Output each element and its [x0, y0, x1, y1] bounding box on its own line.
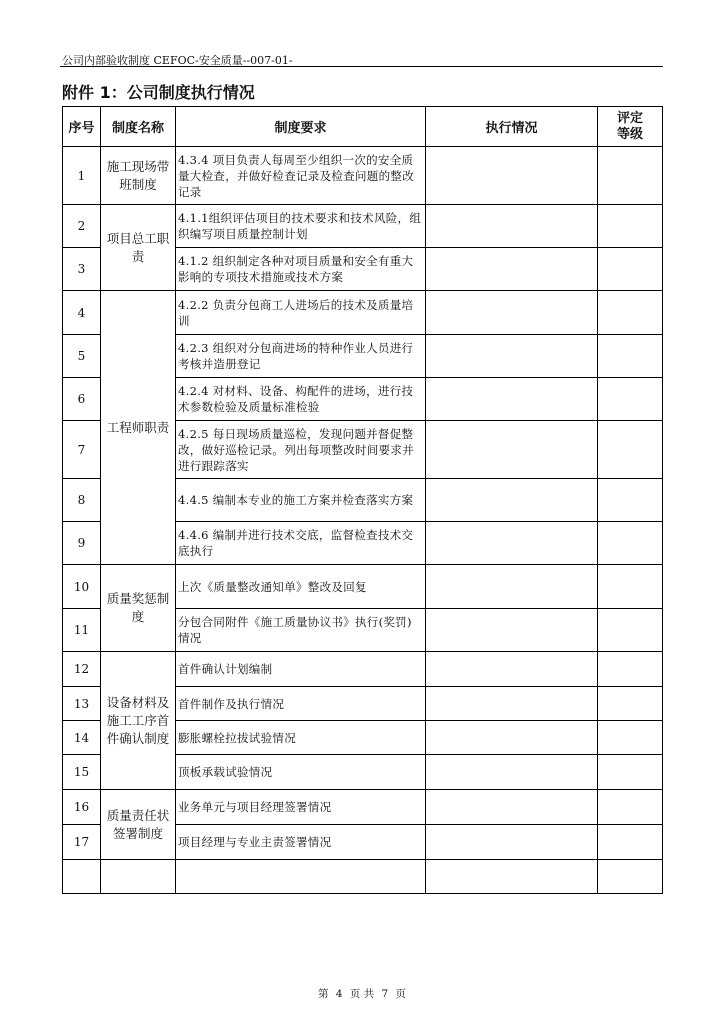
grade-cell[interactable] [598, 687, 663, 721]
requirement-cell: 顶板承载试验情况 [176, 755, 426, 790]
execution-cell[interactable] [426, 609, 598, 652]
grade-cell[interactable] [598, 609, 663, 652]
execution-cell[interactable] [426, 825, 598, 860]
requirement-cell: 4.2.3 组织对分包商进场的特种作业人员进行考核并造册登记 [176, 335, 426, 378]
requirement-cell [176, 860, 426, 894]
row-number: 12 [63, 652, 101, 687]
category-cell [101, 860, 176, 894]
row-number: 2 [63, 205, 101, 248]
grade-header-line-2: 等级 [616, 126, 643, 142]
requirement-cell: 4.4.5 编制本专业的施工方案并检查落实方案 [176, 479, 426, 522]
category-cell: 工程师职责 [101, 291, 176, 565]
table-header-row [63, 107, 663, 147]
requirement-cell: 膨胀螺栓拉拔试验情况 [176, 721, 426, 755]
grade-cell[interactable] [598, 721, 663, 755]
row-number: 3 [63, 248, 101, 291]
grade-cell[interactable] [598, 205, 663, 248]
grade-cell[interactable] [598, 479, 663, 522]
grade-header-line-1: 评定 [616, 110, 643, 126]
row-number: 5 [63, 335, 101, 378]
table-row [63, 790, 663, 825]
row-number: 8 [63, 479, 101, 522]
attachment-heading: 附件 1：公司制度执行情况 [62, 83, 255, 102]
table-row [63, 291, 663, 335]
footer-prefix: 第 [317, 988, 329, 1000]
grade-cell[interactable] [598, 755, 663, 790]
table-row [63, 205, 663, 248]
col-requirement-header: 制度要求 [176, 107, 426, 147]
grade-cell[interactable] [598, 421, 663, 479]
category-cell: 质量奖惩制度 [101, 565, 176, 652]
total-pages: 7 [381, 988, 389, 1000]
requirement-cell: 4.3.4 项目负责人每周至少组织一次的安全质量大检查，并做好检查记录及检查问题的整改记录 [176, 147, 426, 205]
row-number: 11 [63, 609, 101, 652]
execution-cell[interactable] [426, 147, 598, 205]
regulation-table [62, 106, 663, 894]
document-code-header: 公司内部验收制度 CEFOC-安全质量--007-01- [62, 54, 293, 67]
page-number: 4 [335, 988, 343, 1000]
grade-cell[interactable] [598, 860, 663, 894]
row-number: 4 [63, 291, 101, 335]
execution-cell[interactable] [426, 421, 598, 479]
footer-suffix: 页 [395, 988, 407, 1000]
row-number: 9 [63, 522, 101, 565]
row-number: 17 [63, 825, 101, 860]
execution-cell[interactable] [426, 565, 598, 609]
requirement-cell: 4.2.5 每日现场质量巡检，发现问题并督促整改，做好巡检记录。列出每项整改时间要求并进行跟踪落实 [176, 421, 426, 479]
execution-cell[interactable] [426, 652, 598, 687]
requirement-cell: 4.1.2 组织制定各种对项目质量和安全有重大影响的专项技术措施或技术方案 [176, 248, 426, 291]
col-execution-header: 执行情况 [426, 107, 598, 147]
grade-cell[interactable] [598, 565, 663, 609]
requirement-cell: 4.2.2 负责分包商工人进场后的技术及质量培训 [176, 291, 426, 335]
col-grade-header [598, 107, 663, 147]
requirement-cell: 项目经理与专业主责签署情况 [176, 825, 426, 860]
row-number: 7 [63, 421, 101, 479]
requirement-cell: 业务单元与项目经理签署情况 [176, 790, 426, 825]
grade-cell[interactable] [598, 291, 663, 335]
execution-cell[interactable] [426, 248, 598, 291]
grade-cell[interactable] [598, 825, 663, 860]
page-footer [0, 986, 724, 1001]
footer-middle: 页 共 [349, 988, 375, 1000]
requirement-cell: 上次《质量整改通知单》整改及回复 [176, 565, 426, 609]
requirement-cell: 4.4.6 编制并进行技术交底，监督检查技术交底执行 [176, 522, 426, 565]
col-seq-header: 序号 [63, 107, 101, 147]
execution-cell[interactable] [426, 378, 598, 421]
execution-cell[interactable] [426, 291, 598, 335]
execution-cell[interactable] [426, 205, 598, 248]
category-cell: 质量责任状签署制度 [101, 790, 176, 860]
row-number: 16 [63, 790, 101, 825]
table-row [63, 565, 663, 609]
requirement-cell: 分包合同附件《施工质量协议书》执行(奖罚)情况 [176, 609, 426, 652]
execution-cell[interactable] [426, 522, 598, 565]
category-cell: 项目总工职责 [101, 205, 176, 291]
col-name-header: 制度名称 [101, 107, 176, 147]
table-row [63, 860, 663, 894]
header-rule [60, 66, 663, 67]
execution-cell[interactable] [426, 479, 598, 522]
row-number: 15 [63, 755, 101, 790]
requirement-cell: 4.1.1组织评估项目的技术要求和技术风险，组织编写项目质量控制计划 [176, 205, 426, 248]
grade-cell[interactable] [598, 522, 663, 565]
grade-cell[interactable] [598, 790, 663, 825]
row-number: 6 [63, 378, 101, 421]
row-number: 1 [63, 147, 101, 205]
grade-cell[interactable] [598, 147, 663, 205]
category-cell: 施工现场带班制度 [101, 147, 176, 205]
execution-cell[interactable] [426, 721, 598, 755]
grade-cell[interactable] [598, 248, 663, 291]
execution-cell[interactable] [426, 335, 598, 378]
execution-cell[interactable] [426, 687, 598, 721]
grade-cell[interactable] [598, 335, 663, 378]
requirement-cell: 4.2.4 对材料、设备、构配件的进场，进行技术参数检验及质量标准检验 [176, 378, 426, 421]
row-number: 13 [63, 687, 101, 721]
table-row [63, 147, 663, 205]
grade-cell[interactable] [598, 378, 663, 421]
execution-cell[interactable] [426, 860, 598, 894]
execution-cell[interactable] [426, 755, 598, 790]
requirement-cell: 首件制作及执行情况 [176, 687, 426, 721]
row-number: 14 [63, 721, 101, 755]
table-row [63, 652, 663, 687]
row-number: 10 [63, 565, 101, 609]
grade-cell[interactable] [598, 652, 663, 687]
requirement-cell: 首件确认计划编制 [176, 652, 426, 687]
execution-cell[interactable] [426, 790, 598, 825]
row-number [63, 860, 101, 894]
category-cell: 设备材料及施工工序首件确认制度 [101, 652, 176, 790]
